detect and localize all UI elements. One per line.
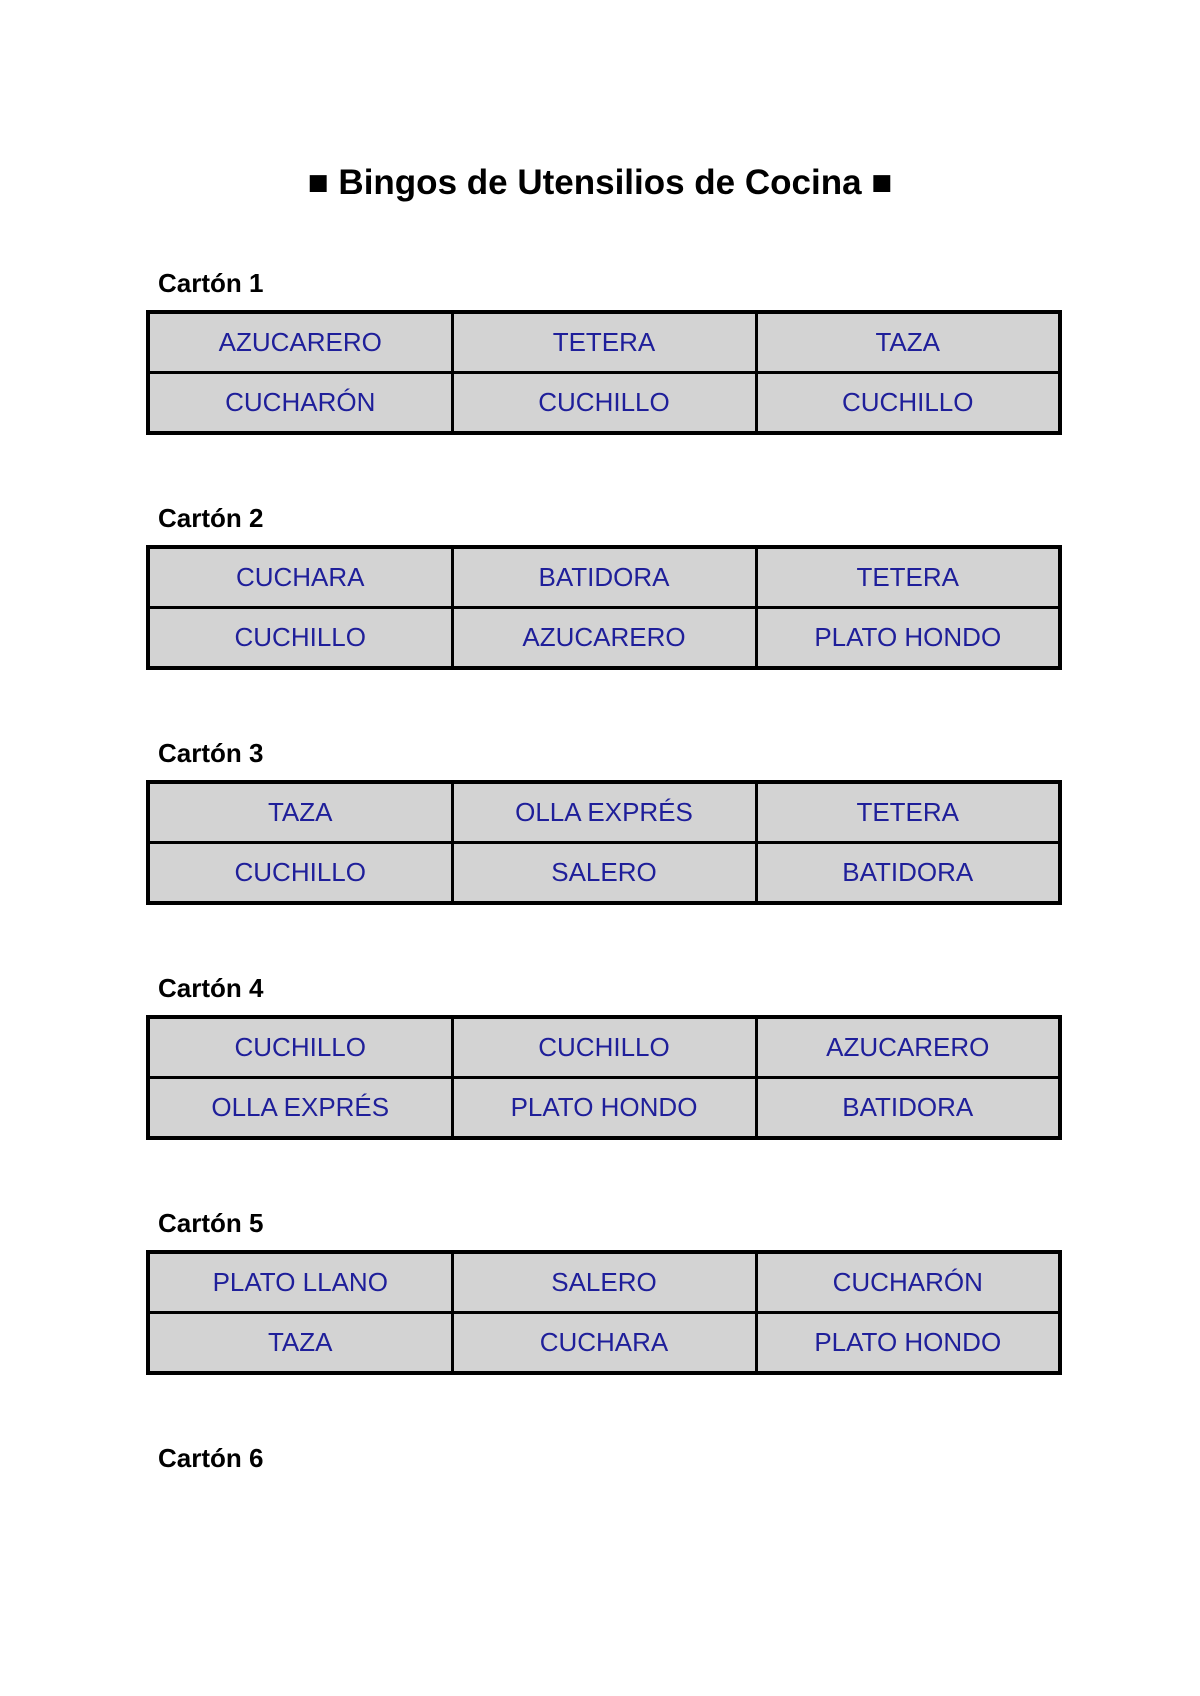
grid-cell: TAZA: [756, 312, 1060, 373]
grid-cell: OLLA EXPRÉS: [452, 782, 756, 843]
table-row: [148, 1078, 1060, 1139]
grid-cell: CUCHILLO: [148, 608, 452, 669]
table-row: [148, 547, 1060, 608]
grid-cell: BATIDORA: [756, 843, 1060, 904]
table-row: [148, 1313, 1060, 1374]
grid-cell: SALERO: [452, 1252, 756, 1313]
page-title: ■ Bingos de Utensilios de Cocina ■: [307, 163, 893, 202]
grid-cell: AZUCARERO: [452, 608, 756, 669]
grid-cell: CUCHARA: [452, 1313, 756, 1374]
table-row: [148, 1252, 1060, 1313]
grid-cell: TETERA: [452, 312, 756, 373]
table-row: [148, 608, 1060, 669]
table-row: [148, 373, 1060, 434]
grid-cell: CUCHILLO: [452, 1017, 756, 1078]
grid-cell: SALERO: [452, 843, 756, 904]
grid-cell: CUCHILLO: [452, 373, 756, 434]
card-1-label: Cartón 1: [158, 268, 264, 298]
table-row: [148, 782, 1060, 843]
grid-cell: CUCHILLO: [148, 1017, 452, 1078]
card-4-label: Cartón 4: [158, 973, 264, 1003]
grid-cell: CUCHARA: [148, 547, 452, 608]
card-2-label: Cartón 2: [158, 503, 264, 533]
table-row: [148, 312, 1060, 373]
grid-cell: TETERA: [756, 782, 1060, 843]
grid-cell: TAZA: [148, 1313, 452, 1374]
table-row: [148, 1017, 1060, 1078]
grid-cell: PLATO HONDO: [756, 1313, 1060, 1374]
grid-cell: TETERA: [756, 547, 1060, 608]
grid-cell: AZUCARERO: [148, 312, 452, 373]
card-1-grid: [146, 310, 1062, 435]
grid-cell: PLATO HONDO: [756, 608, 1060, 669]
card-3-label: Cartón 3: [158, 738, 264, 768]
grid-cell: CUCHILLO: [148, 843, 452, 904]
grid-cell: CUCHILLO: [756, 373, 1060, 434]
card-6-label: Cartón 6: [158, 1443, 264, 1473]
grid-cell: PLATO HONDO: [452, 1078, 756, 1139]
card-2-grid: [146, 545, 1062, 670]
card-5-grid: [146, 1250, 1062, 1375]
grid-cell: BATIDORA: [452, 547, 756, 608]
card-3-grid: [146, 780, 1062, 905]
grid-cell: CUCHARÓN: [148, 373, 452, 434]
grid-cell: TAZA: [148, 782, 452, 843]
card-5-label: Cartón 5: [158, 1208, 264, 1238]
grid-cell: PLATO LLANO: [148, 1252, 452, 1313]
grid-cell: AZUCARERO: [756, 1017, 1060, 1078]
grid-cell: CUCHARÓN: [756, 1252, 1060, 1313]
grid-cell: BATIDORA: [756, 1078, 1060, 1139]
card-4-grid: [146, 1015, 1062, 1140]
grid-cell: OLLA EXPRÉS: [148, 1078, 452, 1139]
table-row: [148, 843, 1060, 904]
